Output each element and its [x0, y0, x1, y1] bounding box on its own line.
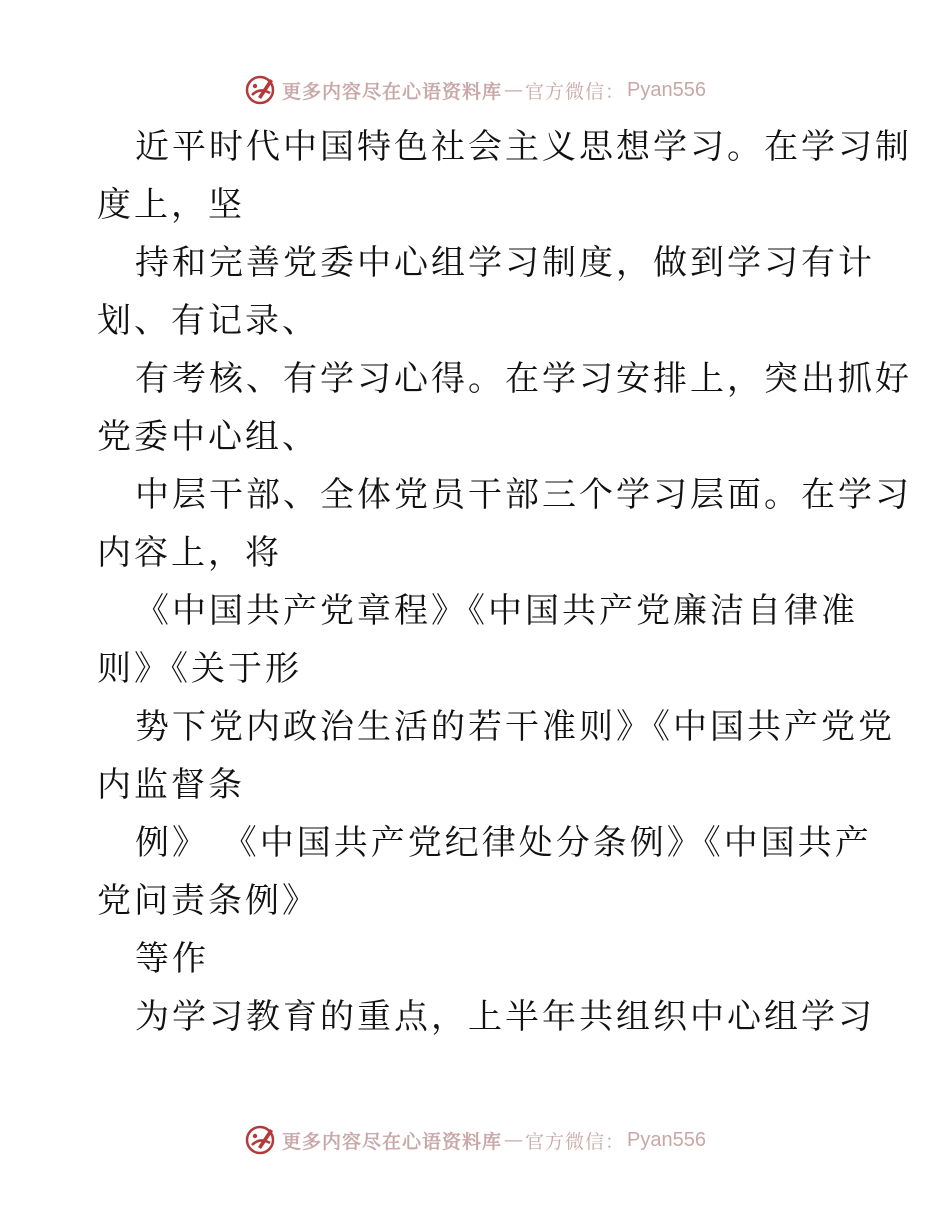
- footer-wechat-label: 官方微信：: [525, 1130, 626, 1153]
- body-line-15: 等作: [135, 939, 209, 979]
- body-line-4: 划、有记录、: [97, 301, 319, 341]
- body-line-14: 党问责条例》: [97, 881, 319, 921]
- header-wechat-label: 官方微信：: [525, 80, 626, 103]
- footer-brand-text: 更多内容尽在心语资料库: [282, 1130, 503, 1153]
- body-line-10: 则》《关于形: [97, 649, 302, 689]
- book-pen-logo-icon: [244, 73, 278, 107]
- book-pen-logo-icon: [244, 1123, 278, 1157]
- body-line-12: 内监督条: [97, 765, 245, 805]
- footer-dash: —: [504, 1129, 524, 1151]
- body-line-3: 持和完善党委中心组学习制度，做到学习有计: [135, 243, 875, 283]
- body-line-8: 内容上，将: [97, 533, 282, 573]
- body-line-6: 党委中心组、: [97, 417, 319, 457]
- body-line-13: 例》 《中国共产党纪律处分条例》《中国共产: [135, 823, 872, 863]
- body-line-16: 为学习教育的重点，上半年共组织中心组学习: [135, 997, 875, 1037]
- body-line-11: 势下党内政治生活的若干准则》《中国共产党党: [135, 707, 895, 747]
- footer-watermark: [0, 1120, 950, 1160]
- header-brand-text: 更多内容尽在心语资料库: [282, 80, 503, 103]
- header-watermark: [0, 70, 950, 110]
- document-body: [97, 118, 912, 1046]
- header-wechat-id: Pyan556: [627, 78, 706, 101]
- body-line-2: 度上，坚: [97, 185, 245, 225]
- body-line-5: 有考核、有学习心得。在学习安排上，突出抓好: [135, 359, 912, 399]
- body-line-1: 近平时代中国特色社会主义思想学习。在学习制: [135, 127, 912, 167]
- footer-wechat-id: Pyan556: [627, 1128, 706, 1151]
- header-dash: —: [504, 79, 524, 101]
- body-line-7: 中层干部、全体党员干部三个学习层面。在学习: [135, 475, 912, 515]
- body-line-9: 《中国共产党章程》《中国共产党廉洁自律准: [135, 591, 858, 631]
